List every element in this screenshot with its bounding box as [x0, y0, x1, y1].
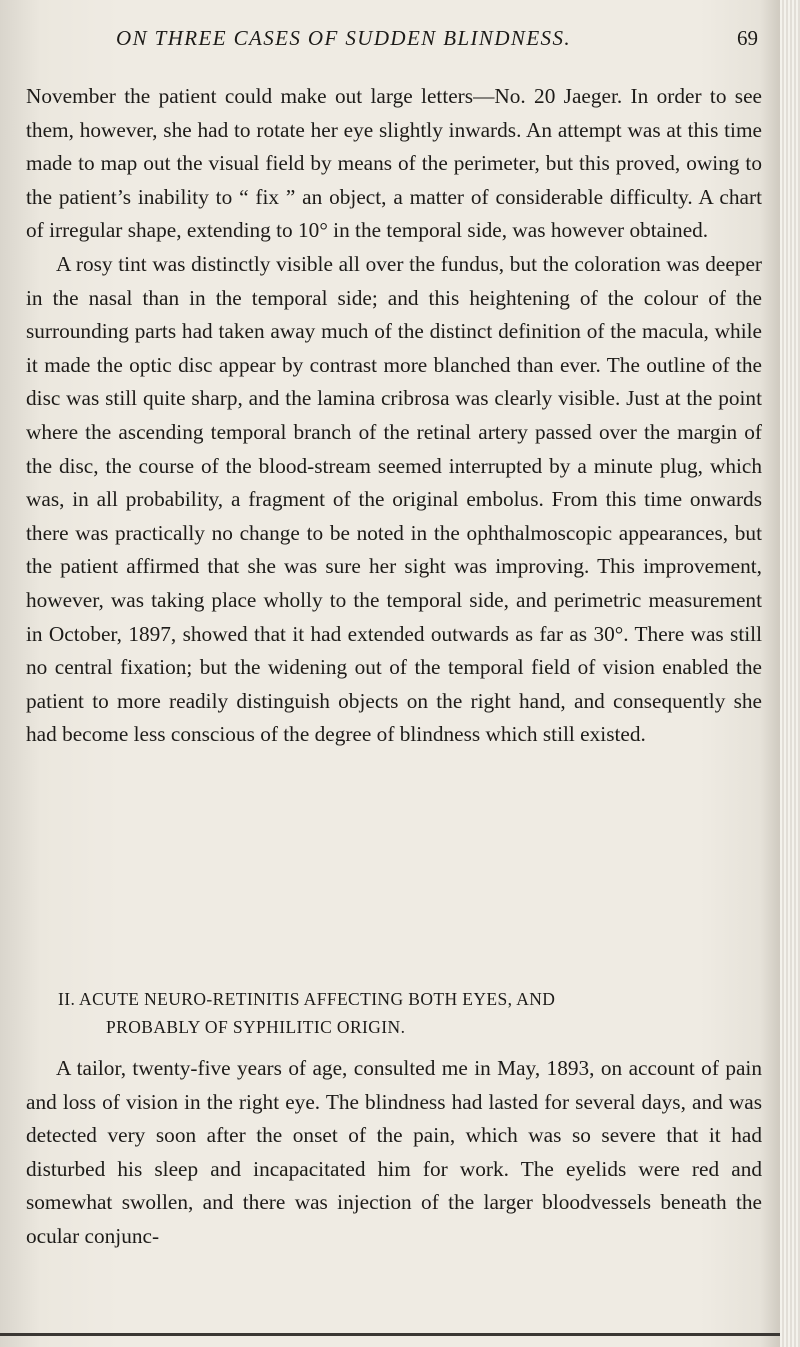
page-header: [96, 26, 758, 60]
page-stack-edge: [780, 0, 800, 1347]
section-body-text: [26, 1052, 762, 1254]
paragraph: A tailor, twenty-five years of age, consulted me in May, 1893, on account of pain and loss of vision in the right eye. The blindness had lasted for several days, and was detected very soon after the onset of the pain, which was so severe that it had disturbed his sleep and incapacitated him for work. The eyelids were red and somewhat swollen, and there was injection of the larger bloodvessels beneath the ocular conjunc-: [26, 1056, 762, 1248]
section-heading-line: PROBABLY OF SYPHILITIC ORIGIN.: [106, 1017, 406, 1037]
page-bottom-edge: [0, 1333, 780, 1336]
running-title: ON THREE CASES OF SUDDEN BLINDNESS.: [116, 26, 571, 50]
body-text: [26, 80, 762, 752]
paragraph: November the patient could make out large letters—No. 20 Jaeger. In order to see them, however, she had to rotate her eye slightly inwards. An attempt was at this time made to map out the visual field by means of the perimeter, but this proved, owing to the patient’s inability to “ fix ” an object, a matter of considerable difficulty. A chart of irregular shape, extending to 10° in the temporal side, was however obtained.: [26, 84, 762, 243]
page-number: 69: [737, 26, 758, 50]
section-heading: [58, 985, 738, 1041]
section-heading-line: II. ACUTE NEURO-RETINITIS AFFECTING BOTH EYES, AND: [58, 989, 556, 1009]
paragraph: A rosy tint was distinctly visible all over the fundus, but the coloration was deeper in the nasal than in the temporal side; and this heightening of the colour of the surrounding parts had taken away much of the distinct definition of the macula, while it made the optic disc appear by contrast more blanched than ever. The outline of the disc was still quite sharp, and the lamina cribrosa was clearly visible. Just at the point where the ascending temporal branch of the retinal artery passed over the margin of the disc, the course of the blood-stream seemed interrupted by a minute plug, which was, in all probability, a fragment of the original embolus. From this time onwards there was practically no change to be noted in the ophthalmoscopic appearances, but the patient affirmed that she was sure her sight was improving. This improvement, however, was taking place wholly to the temporal side, and perimetric measurement in October, 1897, showed that it had extended outwards as far as 30°. There was still no central fixation; but the widening out of the temporal field of vision enabled the patient to more readily distinguish objects on the right hand, and consequently she had become less conscious of the degree of blindness which still existed.: [26, 251, 762, 747]
